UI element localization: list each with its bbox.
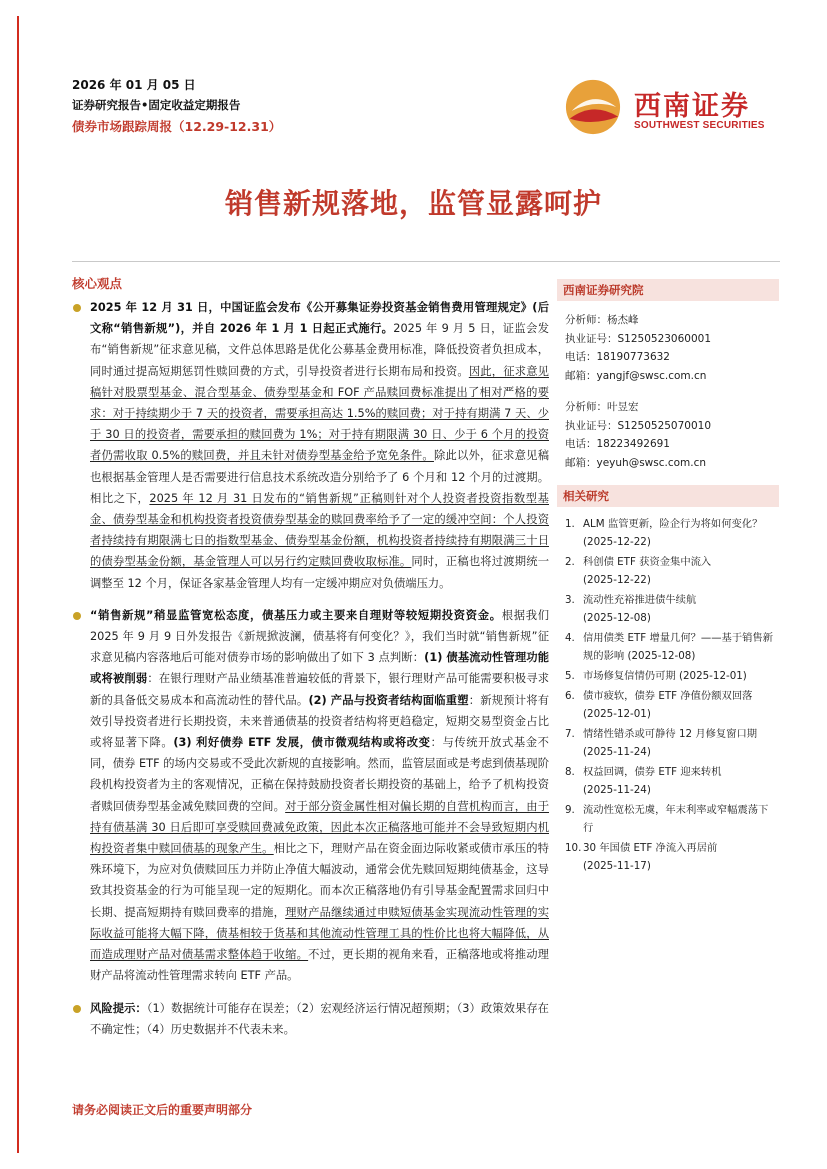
p2-underline-1: 对于部分资金属性相对偏长期的自营机构而言，由于持有债基满 30 日后即可享受赎回费减免政策，因此本次正稿落地可能并不会导致短期内机构投资者集中赎回债基的现象产生。 [90,799,549,856]
p2-text-4: ：与传统开放式基金不同，债券 ETF 的场内交易或不受此次新规的直接影响。然而，监管层面或是考虑到债基现阶段机构投资者为主的客观情况，正稿在保持鼓励投资者长期投资的基础上，给予了机构投资者赎回债券型基金减免赎回费的空间。 [90,736,549,813]
p1-lead: 2025 年 12 月 31 日，中国证监会发布《公开募集证券投资基金销售费用管理规定》(后文称“销售新规”)，并自 2026 年 1 月 1 日起正式施行。 [90,301,549,336]
related-item[interactable] [565,553,775,589]
p3-lead: 风险提示： [90,1001,147,1015]
core-view-heading: 核心观点 [72,276,123,291]
page-title: 销售新规落地，监管显露呵护 [224,187,602,220]
report-name: 债券市场跟踪周报（12.29-12.31） [72,119,282,134]
p2-text-2: ：在银行理财产品业绩基准普遍较低的背景下，银行理财产品可能需要积极寻求新的具备低交易成本和高流动性的替代品。 [90,672,549,707]
p1-text-3: 同时，正稿也将过渡期统一调整至 12 个月，保证各家基金管理人均有一定缓冲期应对负债端压力。 [90,555,549,590]
p2-text-3: ：新规预计将有效引导投资者进行长期投资，未来普通债基的投资者结构将更趋稳定，短期交易型资金占比或将显著下降。 [90,693,549,750]
related-item[interactable] [565,629,775,665]
related-item-date: (2025-12-08) [583,612,651,624]
analyst-license: 执业证号：S1250525070010 [565,419,712,432]
related-item[interactable] [565,725,775,761]
related-item[interactable] [565,763,775,799]
related-item[interactable] [565,515,775,551]
logo-emblem-icon [564,78,622,136]
related-item-number: 10. [565,842,582,854]
related-item-number: 6. [565,690,575,702]
analyst-name: 分析师：杨杰峰 [565,314,639,326]
related-item-title: 情绪性错杀或可静待 12 月修复窗口期 [583,728,758,740]
analyst-phone: 电话：18223492691 [565,438,670,450]
related-item-number: 5. [565,670,575,682]
report-date: 2026 年 01 月 05 日 [72,78,196,92]
analyst-card [565,311,779,385]
related-item[interactable] [565,801,775,837]
paragraph-bond-fund-pressure [72,605,549,987]
p2-bold-3: (3) 利好债券 ETF 发展，债市微观结构或将改变 [173,736,431,750]
disclaimer-footer: 请务必阅读正文后的重要声明部分 [72,1103,253,1117]
p1-text-1: 2025 年 9 月 5 日，证监会发布“销售新规”征求意见稿，文件总体思路是优化公募基金费用标准，降低投资者负担成本，同时通过提高短期惩罚性赎回费的方式，引导投资者进行长期布局和投资。 [90,322,549,378]
related-item-number: 7. [565,728,575,740]
logo-chinese-name: 西南证券 [634,91,750,122]
sidebar [557,279,779,877]
p1-underline-2: 2025 年 12 月 31 日发布的“销售新规”正稿则针对个人投资者投资指数型基金、债券型基金和机构投资者投资债券型基金的赎回费率给予了一定的缓冲空间：个人投资者持续持有期限满七日的指数型基金、债券型基金份额，机构投资者持续持有期限满三十日的债券型基金份额，基金管理人可以另行约定赎回费收取标准。 [90,491,549,569]
related-item-date: (2025-11-17) [583,860,651,872]
p2-lead: “销售新规”稍显监管宽松态度，债基压力或主要来自理财等较短期投资资金。 [90,608,502,622]
related-item-title: 信用债类 ETF 增量几何？——基于销售新规的影响 [583,632,774,662]
related-item-date: (2025-12-01) [678,670,747,682]
p2-text-1: 根据我们 2025 年 9 月 9 日外发报告《新规掀波澜，债基将有何变化？》，我们当时就“销售新规”征求意见稿内容落地后可能对债券市场的影响做出了如下 3 点判断： [90,608,549,665]
p2-bold-1: (1) 债基流动性管理功能或将被削弱 [90,651,550,686]
p1-text-2: 除此以外，征求意见稿也根据基金管理人是否需要进行信息技术系统改造分别给予了 6 个月和 12 个月的过渡期。相比之下， [90,449,549,505]
related-item-title: 流动性充裕推进债牛续航 [583,594,697,606]
related-item-date: (2025-12-22) [583,574,651,586]
report-header [72,76,281,138]
logo-english-name: SOUTHWEST SECURITIES [634,120,765,131]
analyst-list [557,301,779,472]
p2-underline-2: 理财产品继续通过申赎短债基金实现流动性管理的实际收益可能将大幅下降，债基相较于货基和其他流动性管理工具的性价比也将大幅降低，从而造成理财产品对债基需求整体趋于收缩。 [90,905,549,962]
p2-text-5: 相比之下，理财产品在资金面边际收紧或债市承压的特殊环境下，为应对负债赎回压力并防止净值大幅波动，通常会优先赎回短期纯债基金，这导致其投资基金的行为可能呈现一定的短期化。而本次正稿落地仍有引导基金配置需求回归中长期、提高短期持有赎回费率的措施， [90,842,549,919]
related-item-number: 4. [565,632,575,644]
related-item-title: 权益回调，债券 ETF 迎来转机 [583,766,722,778]
related-item-title: 流动性宽松无虞，年末利率或窄幅震荡下行 [583,804,769,834]
related-item[interactable] [565,667,775,685]
related-item-number: 9. [565,804,575,816]
related-item-date: (2025-11-24) [583,746,651,758]
related-item-title: 科创债 ETF 获资金集中流入 [583,556,712,568]
analyst-license: 执业证号：S1250523060001 [565,332,712,345]
related-item-date: (2025-12-08) [627,650,696,662]
analyst-name: 分析师：叶昱宏 [565,401,639,413]
related-item-number: 2. [565,556,575,568]
related-item-date: (2025-12-22) [583,536,651,548]
related-item-number: 3. [565,594,575,606]
main-content [72,297,549,1051]
paragraph-risk-warning [72,998,549,1040]
analyst-email[interactable]: 邮箱：yeyuh@swsc.com.cn [565,456,707,469]
related-item-title: 30 年国债 ETF 净流入再居前 [583,842,718,854]
p2-bold-2: (2) 产品与投资者结构面临重塑 [308,693,469,707]
related-item[interactable] [565,687,775,723]
related-item-date: (2025-12-01) [583,708,651,720]
p2-text-6: 不过，更长期的视角来看，正稿落地或将推动理财产品将流动性管理需求转向 ETF 产品。 [90,948,549,983]
related-item-date: (2025-11-24) [583,784,651,796]
p1-underline-1: 因此，征求意见稿针对股票型基金、混合型基金、债券型基金和 FOF 产品赎回费标准提出了相对严格的要求：对于持续期少于 7 天的投资者，需要承担高达 1.5%的赎回费；对于持有期满 7 天、少于 30 日的投资者，需要承担的赎回费为 1%；对于持有期限满 30 日、少于 6 个月的投资者仍需收取 0.5%的赎回费，并且未针对债券型基金给予宽免条件。 [90,364,549,463]
analyst-phone: 电话：18190773632 [565,351,670,363]
related-item[interactable] [565,839,775,875]
company-logo [562,78,782,142]
report-type: 证券研究报告•固定收益定期报告 [72,98,241,112]
analyst-card [565,398,779,472]
related-item-number: 1. [565,518,575,530]
institute-header: 西南证券研究院 [557,279,779,301]
analyst-email[interactable]: 邮箱：yangjf@swsc.com.cn [565,369,707,382]
paragraph-sales-rule [72,297,549,594]
related-item-title: ALM 监管更新，险企行为将如何变化？ [583,518,763,530]
header-divider [72,261,780,262]
related-item-title: 债市疲软，债券 ETF 净值份额双回落 [583,690,753,702]
related-item-number: 8. [565,766,575,778]
p3-text-1: （1）数据统计可能存在误差；（2）宏观经济运行情况超预期；（3）政策效果存在不确定性；（4）历史数据并不代表未来。 [90,1001,549,1036]
related-item[interactable] [565,591,775,627]
related-item-title: 市场修复信情仍可期 [583,670,676,682]
related-research-header: 相关研究 [557,485,779,507]
related-research-list [557,507,779,875]
